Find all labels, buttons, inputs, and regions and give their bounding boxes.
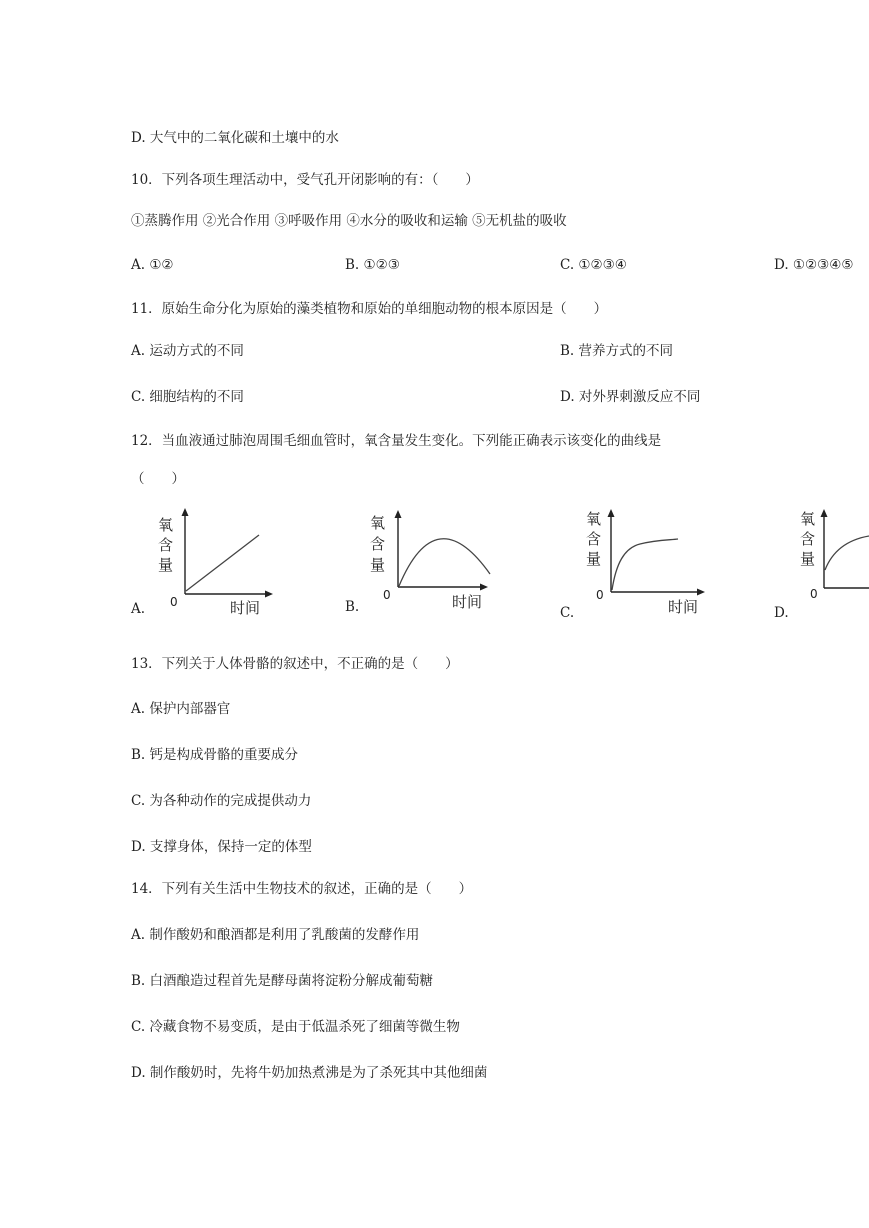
graph-d-ylabel-2: 含 bbox=[800, 530, 816, 548]
q12-paren: （ ） bbox=[131, 471, 185, 487]
graph-a-origin: 0 bbox=[170, 595, 178, 609]
q14-option-c: C. 冷藏食物不易变质，是由于低温杀死了细菌等微生物 bbox=[131, 1019, 460, 1035]
q12-option-d: D. bbox=[774, 605, 789, 621]
graph-a bbox=[150, 508, 275, 620]
q11-option-a: A. 运动方式的不同 bbox=[131, 343, 244, 359]
graph-b-xlabel: 时间 bbox=[452, 593, 483, 611]
graph-c-curve bbox=[612, 539, 678, 590]
graph-b-ylabel-1: 氧 bbox=[370, 514, 386, 532]
graph-a-x-arrow bbox=[265, 591, 273, 598]
graph-c-y-arrow bbox=[608, 509, 615, 517]
graph-b-ylabel-2: 含 bbox=[370, 535, 386, 553]
q12-option-b: B. bbox=[345, 599, 360, 615]
graph-a-ylabel-2: 含 bbox=[158, 536, 174, 554]
graph-a-ylabel-1: 氧 bbox=[158, 516, 174, 534]
graph-b-origin: 0 bbox=[383, 588, 391, 602]
graph-b-x-arrow bbox=[480, 584, 488, 591]
q10-option-b: B. ①②③ bbox=[345, 257, 400, 273]
graph-c-x-arrow bbox=[697, 589, 705, 596]
graph-a-xlabel: 时间 bbox=[230, 599, 261, 617]
q12-stem: 12．当血液通过肺泡周围毛细血管时，氧含量发生变化。下列能正确表示该变化的曲线是 bbox=[131, 433, 662, 449]
graph-c-origin: 0 bbox=[596, 588, 604, 602]
graph-a-ylabel-3: 量 bbox=[158, 556, 174, 574]
graph-c-xlabel: 时间 bbox=[668, 598, 699, 616]
graph-d-curve bbox=[825, 536, 869, 570]
q13-option-d: D. 支撑身体，保持一定的体型 bbox=[131, 839, 312, 855]
q11-option-c: C. 细胞结构的不同 bbox=[131, 389, 244, 405]
q11-option-b: B. 营养方式的不同 bbox=[560, 343, 674, 359]
q12-option-c: C. bbox=[560, 605, 575, 621]
graph-c-ylabel-3: 量 bbox=[586, 550, 602, 568]
q13-option-c: C. 为各种动作的完成提供动力 bbox=[131, 793, 312, 809]
graph-d-ylabel-1: 氧 bbox=[800, 510, 816, 528]
graph-c bbox=[582, 506, 707, 618]
graph-d bbox=[796, 506, 869, 606]
q13-option-a: A. 保护内部器官 bbox=[131, 701, 231, 717]
q14-option-d: D. 制作酸奶时，先将牛奶加热煮沸是为了杀死其中其他细菌 bbox=[131, 1065, 488, 1081]
graph-d-ylabel-3: 量 bbox=[800, 550, 816, 568]
graph-b bbox=[366, 510, 491, 622]
q10-option-c: C. ①②③④ bbox=[560, 257, 627, 273]
q13-stem: 13．下列关于人体骨骼的叙述中，不正确的是（ ） bbox=[131, 656, 459, 672]
q10-stem: 10．下列各项生理活动中，受气孔开闭影响的有：（ ） bbox=[131, 172, 479, 188]
q14-option-b: B. 白酒酿造过程首先是酵母菌将淀粉分解成葡萄糖 bbox=[131, 973, 434, 989]
graph-c-ylabel-2: 含 bbox=[586, 530, 602, 548]
q10-option-a: A. ①② bbox=[131, 257, 174, 273]
q10-option-d: D. ①②③④⑤ bbox=[774, 257, 854, 273]
q12-option-a: A. bbox=[131, 601, 146, 617]
q9-option-d: D. 大气中的二氧化碳和土壤中的水 bbox=[131, 130, 339, 146]
graph-d-y-arrow bbox=[821, 509, 828, 517]
graph-b-ylabel-3: 量 bbox=[370, 556, 386, 574]
graph-b-y-arrow bbox=[395, 510, 402, 518]
graph-c-ylabel-1: 氧 bbox=[586, 510, 602, 528]
q14-option-a: A. 制作酸奶和酿酒都是利用了乳酸菌的发酵作用 bbox=[131, 927, 420, 943]
q11-stem: 11．原始生命分化为原始的藻类植物和原始的单细胞动物的根本原因是（ ） bbox=[131, 301, 608, 317]
q11-option-d: D. 对外界刺激反应不同 bbox=[560, 389, 701, 405]
graph-d-origin: 0 bbox=[810, 587, 818, 601]
q14-stem: 14．下列有关生活中生物技术的叙述，正确的是（ ） bbox=[131, 881, 473, 897]
graph-a-curve bbox=[186, 535, 259, 591]
graph-b-curve bbox=[399, 539, 490, 586]
graph-a-y-arrow bbox=[182, 508, 189, 516]
q10-items: ①蒸腾作用 ②光合作用 ③呼吸作用 ④水分的吸收和运输 ⑤无机盐的吸收 bbox=[131, 213, 567, 229]
q13-option-b: B. 钙是构成骨骼的重要成分 bbox=[131, 747, 299, 763]
